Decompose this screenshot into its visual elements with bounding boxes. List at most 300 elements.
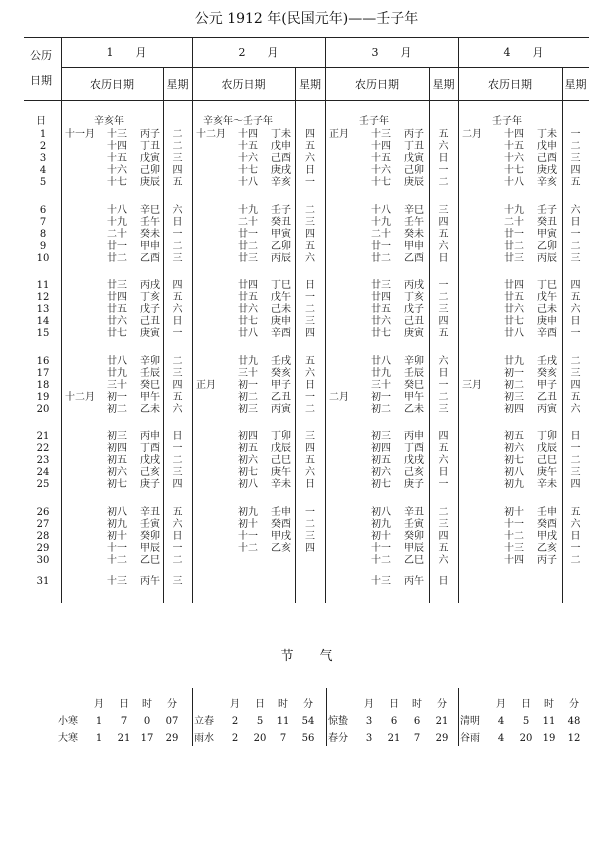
lunar-month-label: 十二月 bbox=[196, 129, 226, 140]
weekday: 六 bbox=[570, 518, 581, 530]
solar-terms-col-header: 日 bbox=[119, 699, 129, 710]
weekday: 五 bbox=[570, 391, 581, 403]
weekday: 一 bbox=[172, 542, 183, 554]
solar-term-value: 11 bbox=[276, 716, 290, 727]
day-number: 25 bbox=[36, 479, 50, 490]
solar-term-value: 20 bbox=[253, 733, 267, 744]
weekday: 五 bbox=[305, 355, 315, 367]
solar-term-value: 1 bbox=[95, 716, 103, 727]
ganzhi: 戊寅 bbox=[404, 153, 424, 164]
day-number: 19 bbox=[36, 391, 50, 403]
lunar-day: 初六 bbox=[371, 467, 391, 478]
weekday: 六 bbox=[570, 204, 581, 216]
weekday: 六 bbox=[438, 355, 449, 367]
ganzhi: 己丑 bbox=[140, 316, 160, 327]
lunar-day: 廿二 bbox=[238, 240, 258, 252]
weekday: 五 bbox=[438, 328, 449, 339]
weekday: 日 bbox=[305, 165, 315, 176]
ganzhi: 庚辰 bbox=[404, 177, 424, 188]
ganzhi: 庚子 bbox=[404, 479, 424, 490]
ganzhi: 壬申 bbox=[537, 506, 557, 518]
day-number: 4 bbox=[39, 165, 47, 176]
lunar-day: 初四 bbox=[504, 403, 524, 415]
weekday: 一 bbox=[172, 228, 183, 240]
day-number: 30 bbox=[36, 554, 50, 566]
solar-term-name: 惊蛰 bbox=[328, 716, 348, 727]
weekday: 六 bbox=[172, 403, 183, 415]
weekday: 四 bbox=[438, 316, 449, 327]
weekday: 二 bbox=[570, 554, 581, 566]
ganzhi: 癸丑 bbox=[537, 216, 557, 228]
ganzhi: 己丑 bbox=[404, 316, 424, 327]
xingqi-header: 星期 bbox=[432, 78, 455, 91]
solar-terms-col-header: 时 bbox=[278, 699, 288, 710]
solar-terms-divider bbox=[458, 688, 459, 746]
ganzhi: 甲戌 bbox=[271, 530, 291, 542]
lunar-day: 十八 bbox=[504, 177, 524, 188]
lunar-day: 廿五 bbox=[371, 304, 391, 315]
lunar-month-label: 十一月 bbox=[65, 129, 95, 140]
ganzhi: 辛巳 bbox=[140, 204, 160, 216]
lunar-day: 廿二 bbox=[371, 252, 391, 264]
ganzhi: 乙未 bbox=[140, 403, 160, 415]
ganzhi: 甲辰 bbox=[404, 542, 424, 554]
solar-term-value: 7 bbox=[413, 733, 421, 744]
lunar-day: 十七 bbox=[238, 165, 258, 176]
solar-term-value: 29 bbox=[165, 733, 179, 744]
weekday: 日 bbox=[305, 379, 315, 391]
lunar-day: 十五 bbox=[371, 153, 391, 164]
page-title: 公元 1912 年(民国元年)——壬子年 bbox=[194, 11, 419, 27]
weekday: 三 bbox=[305, 316, 315, 327]
weekday: 二 bbox=[438, 391, 449, 403]
ganzhi: 辛亥 bbox=[271, 177, 291, 188]
weekday: 四 bbox=[570, 165, 581, 176]
solar-terms-divider bbox=[192, 688, 193, 746]
ganzhi: 庚午 bbox=[537, 467, 557, 478]
ganzhi: 丁巳 bbox=[537, 280, 557, 291]
ganzhi: 丁卯 bbox=[537, 431, 557, 442]
ganzhi: 癸巳 bbox=[140, 379, 160, 391]
lunar-day: 廿一 bbox=[371, 240, 391, 252]
day-number: 11 bbox=[36, 280, 50, 291]
weekday: 一 bbox=[305, 292, 315, 303]
ganzhi: 庚子 bbox=[140, 479, 160, 490]
lunar-day: 十二 bbox=[238, 542, 258, 554]
solar-term-value: 2 bbox=[231, 716, 239, 727]
ganzhi: 庚寅 bbox=[140, 328, 160, 339]
lunar-day: 十六 bbox=[504, 153, 524, 164]
solar-term-value: 20 bbox=[519, 733, 533, 744]
lunar-day: 初五 bbox=[238, 443, 258, 454]
lunar-day: 十四 bbox=[504, 129, 524, 140]
lunar-day: 初十 bbox=[371, 530, 391, 542]
lunar-day: 十二 bbox=[107, 554, 127, 566]
weekday: 四 bbox=[570, 379, 581, 391]
lunar-day: 廿九 bbox=[504, 355, 524, 367]
weekday: 日 bbox=[438, 252, 449, 264]
ganzhi: 丁亥 bbox=[404, 292, 424, 303]
solar-term-value: 12 bbox=[567, 733, 581, 744]
ganzhi: 丙子 bbox=[404, 129, 424, 140]
lunar-day: 初四 bbox=[238, 431, 258, 442]
weekday: 日 bbox=[305, 280, 315, 291]
lunar-day: 初八 bbox=[504, 467, 524, 478]
ganzhi: 戊午 bbox=[537, 292, 557, 303]
ganzhi: 乙亥 bbox=[537, 542, 557, 554]
weekday: 四 bbox=[438, 431, 449, 442]
weekday: 六 bbox=[570, 403, 581, 415]
solar-terms-col-header: 分 bbox=[437, 699, 447, 710]
ganzhi: 戊寅 bbox=[140, 153, 160, 164]
lunar-day: 初十 bbox=[504, 506, 524, 518]
lunar-day: 廿六 bbox=[107, 316, 127, 327]
day-number: 14 bbox=[36, 316, 50, 327]
month-header: 1 月 bbox=[106, 46, 147, 59]
ganzhi: 丁酉 bbox=[140, 443, 160, 454]
weekday: 二 bbox=[570, 141, 581, 152]
lunar-day: 三十 bbox=[238, 367, 258, 379]
solar-terms-col-header: 时 bbox=[142, 699, 152, 710]
weekday: 四 bbox=[172, 379, 183, 391]
ganzhi: 己巳 bbox=[271, 455, 291, 466]
solar-terms-col-header: 时 bbox=[412, 699, 422, 710]
ganzhi: 癸酉 bbox=[271, 518, 291, 530]
weekday: 日 bbox=[438, 467, 449, 478]
ganzhi: 丙辰 bbox=[271, 252, 291, 264]
weekday: 一 bbox=[172, 443, 183, 454]
weekday: 六 bbox=[570, 304, 581, 315]
lunar-day: 廿一 bbox=[504, 228, 524, 240]
weekday: 六 bbox=[305, 252, 315, 264]
lunar-day: 十四 bbox=[504, 554, 524, 566]
lunar-day: 廿二 bbox=[504, 240, 524, 252]
month-header: 2 月 bbox=[238, 46, 279, 59]
ganzhi: 己亥 bbox=[404, 467, 424, 478]
ganzhi: 戊申 bbox=[537, 141, 557, 152]
lunar-day: 十四 bbox=[107, 141, 127, 152]
lunar-day: 十八 bbox=[238, 177, 258, 188]
lunar-day: 十三 bbox=[371, 576, 391, 587]
solar-term-name: 春分 bbox=[328, 733, 348, 744]
weekday: 六 bbox=[438, 554, 449, 566]
lunar-day: 十四 bbox=[371, 141, 391, 152]
ganzhi: 己卯 bbox=[140, 165, 160, 176]
weekday: 四 bbox=[305, 542, 315, 554]
ganzhi: 庚戌 bbox=[537, 165, 557, 176]
lunar-month-label: 十二月 bbox=[65, 391, 95, 403]
solar-term-value: 5 bbox=[256, 716, 264, 727]
month-header: 3 月 bbox=[371, 46, 412, 59]
lunar-day: 十九 bbox=[107, 216, 127, 228]
weekday: 一 bbox=[570, 542, 581, 554]
solar-term-name: 大寒 bbox=[58, 733, 78, 744]
weekday: 日 bbox=[570, 530, 581, 542]
solar-terms-col-header: 月 bbox=[364, 699, 374, 710]
nongli-header: 农历日期 bbox=[221, 78, 266, 91]
weekday: 一 bbox=[438, 479, 449, 490]
lunar-day: 初一 bbox=[238, 379, 258, 391]
ganzhi: 己未 bbox=[271, 304, 291, 315]
ganzhi: 丁未 bbox=[537, 129, 557, 140]
ganzhi: 乙丑 bbox=[271, 391, 291, 403]
ganzhi: 己酉 bbox=[537, 153, 557, 164]
lunar-day: 十一 bbox=[504, 518, 524, 530]
lunar-day: 初五 bbox=[107, 455, 127, 466]
weekday: 一 bbox=[438, 280, 449, 291]
lunar-day: 十七 bbox=[371, 177, 391, 188]
lunar-day: 廿五 bbox=[238, 292, 258, 303]
lunar-day: 二十 bbox=[504, 216, 524, 228]
weekday: 四 bbox=[305, 328, 315, 339]
lunar-day: 廿六 bbox=[238, 304, 258, 315]
ganzhi: 壬辰 bbox=[140, 367, 160, 379]
lunar-day: 初三 bbox=[371, 431, 391, 442]
ganzhi: 壬申 bbox=[271, 506, 291, 518]
lunar-day: 初二 bbox=[504, 379, 524, 391]
weekday: 日 bbox=[172, 431, 183, 442]
day-number: 1 bbox=[39, 129, 47, 140]
weekday: 四 bbox=[570, 479, 581, 490]
ganzhi: 戊申 bbox=[271, 141, 291, 152]
solar-terms-col-header: 分 bbox=[569, 699, 579, 710]
solar-terms-title: 节 气 bbox=[280, 649, 333, 664]
lunar-day: 十九 bbox=[504, 204, 524, 216]
ganzhi: 癸卯 bbox=[140, 530, 160, 542]
ganzhi: 壬午 bbox=[404, 216, 424, 228]
year-label: 辛亥年 bbox=[94, 116, 124, 127]
weekday: 五 bbox=[438, 443, 449, 454]
weekday: 日 bbox=[172, 530, 183, 542]
lunar-month-label: 二月 bbox=[329, 391, 349, 403]
weekday: 四 bbox=[305, 228, 315, 240]
nongli-header: 农历日期 bbox=[488, 78, 532, 91]
weekday: 一 bbox=[570, 443, 581, 454]
ganzhi: 己巳 bbox=[537, 455, 557, 466]
weekday: 五 bbox=[570, 292, 581, 303]
weekday: 三 bbox=[172, 576, 183, 587]
lunar-day: 廿四 bbox=[107, 292, 127, 303]
lunar-day: 初五 bbox=[371, 455, 391, 466]
ganzhi: 丙寅 bbox=[537, 403, 557, 415]
solar-term-name: 立春 bbox=[194, 716, 214, 727]
weekday: 五 bbox=[305, 240, 315, 252]
ganzhi: 丙戌 bbox=[404, 280, 424, 291]
day-number: 12 bbox=[36, 292, 50, 303]
day-number: 23 bbox=[36, 455, 50, 466]
weekday: 五 bbox=[438, 228, 449, 240]
lunar-day: 十二 bbox=[504, 530, 524, 542]
ganzhi: 丁巳 bbox=[271, 280, 291, 291]
solar-term-value: 21 bbox=[117, 733, 131, 744]
weekday: 三 bbox=[172, 467, 183, 478]
lunar-day: 初六 bbox=[238, 455, 258, 466]
day-number: 2 bbox=[39, 141, 47, 152]
weekday: 四 bbox=[172, 165, 183, 176]
lunar-day: 初四 bbox=[107, 443, 127, 454]
ganzhi: 甲戌 bbox=[537, 530, 557, 542]
ganzhi: 癸未 bbox=[404, 228, 424, 240]
day-number: 13 bbox=[36, 304, 50, 315]
ganzhi: 丙子 bbox=[537, 554, 557, 566]
ganzhi: 戊午 bbox=[271, 292, 291, 303]
weekday: 二 bbox=[570, 240, 581, 252]
lunar-day: 初八 bbox=[371, 506, 391, 518]
ganzhi: 丙戌 bbox=[140, 280, 160, 291]
solar-terms-col-header: 月 bbox=[94, 699, 104, 710]
weekday: 二 bbox=[438, 177, 449, 188]
day-number: 6 bbox=[39, 204, 47, 216]
lunar-day: 三十 bbox=[107, 379, 127, 391]
weekday: 二 bbox=[172, 129, 183, 140]
day-number: 15 bbox=[36, 328, 50, 339]
weekday: 六 bbox=[172, 204, 183, 216]
solar-terms-col-header: 分 bbox=[303, 699, 313, 710]
lunar-day: 廿七 bbox=[371, 328, 391, 339]
weekday: 三 bbox=[570, 367, 581, 379]
ganzhi: 辛卯 bbox=[404, 355, 424, 367]
weekday: 三 bbox=[438, 204, 449, 216]
lunar-day: 初五 bbox=[504, 431, 524, 442]
solar-term-value: 17 bbox=[140, 733, 154, 744]
ganzhi: 甲午 bbox=[140, 391, 160, 403]
solar-terms-col-header: 日 bbox=[255, 699, 265, 710]
lunar-month-label: 二月 bbox=[462, 129, 482, 140]
ganzhi: 甲寅 bbox=[537, 228, 557, 240]
solar-term-value: 21 bbox=[435, 716, 449, 727]
weekday: 一 bbox=[438, 165, 449, 176]
year-label: 壬子年 bbox=[359, 116, 389, 127]
ganzhi: 丁丑 bbox=[140, 141, 160, 152]
weekday: 四 bbox=[570, 280, 581, 291]
lunar-month-label: 三月 bbox=[462, 379, 482, 391]
ganzhi: 辛卯 bbox=[140, 355, 160, 367]
lunar-day: 廿九 bbox=[107, 367, 127, 379]
ganzhi: 乙丑 bbox=[537, 391, 557, 403]
ganzhi: 辛亥 bbox=[537, 177, 557, 188]
ganzhi: 丁卯 bbox=[271, 431, 291, 442]
weekday: 日 bbox=[570, 216, 581, 228]
xingqi-header: 星期 bbox=[299, 78, 321, 91]
ganzhi: 己亥 bbox=[140, 467, 160, 478]
weekday: 三 bbox=[305, 216, 315, 228]
weekday: 三 bbox=[438, 518, 449, 530]
day-number: 20 bbox=[36, 403, 50, 415]
lunar-day: 初三 bbox=[504, 391, 524, 403]
ganzhi: 甲申 bbox=[140, 240, 160, 252]
day-number: 24 bbox=[36, 467, 50, 478]
lunar-day: 廿三 bbox=[504, 252, 524, 264]
ganzhi: 庚申 bbox=[537, 316, 557, 327]
solar-term-value: 2 bbox=[231, 733, 239, 744]
ganzhi: 庚申 bbox=[271, 316, 291, 327]
header-gongli: 公历 bbox=[30, 49, 52, 62]
lunar-day: 初一 bbox=[504, 367, 524, 379]
lunar-day: 廿六 bbox=[371, 316, 391, 327]
weekday: 五 bbox=[172, 292, 183, 303]
weekday: 三 bbox=[172, 367, 183, 379]
day-number: 10 bbox=[36, 252, 50, 264]
lunar-day: 十四 bbox=[238, 129, 258, 140]
lunar-day: 十八 bbox=[107, 204, 127, 216]
lunar-day: 初九 bbox=[107, 518, 127, 530]
lunar-day: 廿九 bbox=[371, 367, 391, 379]
lunar-day: 初九 bbox=[238, 506, 258, 518]
year-label: 辛亥年～壬子年 bbox=[203, 116, 273, 127]
solar-term-value: 5 bbox=[522, 716, 530, 727]
ganzhi: 辛未 bbox=[537, 479, 557, 490]
weekday: 六 bbox=[438, 455, 449, 466]
weekday: 一 bbox=[172, 328, 183, 339]
ganzhi: 壬寅 bbox=[140, 518, 160, 530]
weekday: 四 bbox=[305, 443, 315, 454]
weekday: 二 bbox=[438, 506, 449, 518]
solar-terms-col-header: 日 bbox=[521, 699, 531, 710]
solar-terms-col-header: 分 bbox=[167, 699, 177, 710]
weekday: 六 bbox=[172, 518, 183, 530]
ganzhi: 甲午 bbox=[404, 391, 424, 403]
xingqi-header: 星期 bbox=[166, 78, 189, 91]
weekday: 三 bbox=[305, 431, 315, 442]
lunar-day: 初六 bbox=[504, 443, 524, 454]
solar-term-name: 小寒 bbox=[58, 716, 78, 727]
weekday: 三 bbox=[570, 252, 581, 264]
lunar-day: 十三 bbox=[504, 542, 524, 554]
ganzhi: 甲子 bbox=[271, 379, 291, 391]
solar-terms-col-header: 月 bbox=[496, 699, 506, 710]
lunar-day: 初七 bbox=[238, 467, 258, 478]
weekday: 四 bbox=[438, 216, 449, 228]
lunar-day: 初八 bbox=[107, 506, 127, 518]
lunar-day: 廿三 bbox=[238, 252, 258, 264]
ganzhi: 乙酉 bbox=[140, 252, 160, 264]
ganzhi: 壬戌 bbox=[271, 355, 291, 367]
lunar-day: 廿八 bbox=[238, 328, 258, 339]
ganzhi: 癸丑 bbox=[271, 216, 291, 228]
lunar-day: 廿一 bbox=[238, 228, 258, 240]
solar-term-value: 3 bbox=[365, 733, 373, 744]
ganzhi: 辛丑 bbox=[140, 506, 160, 518]
xingqi-header: 星期 bbox=[564, 78, 587, 91]
day-number: 22 bbox=[36, 443, 50, 454]
weekday: 五 bbox=[438, 129, 449, 140]
day-number: 3 bbox=[39, 153, 47, 164]
ganzhi: 甲寅 bbox=[271, 228, 291, 240]
weekday: 三 bbox=[305, 530, 315, 542]
lunar-day: 十九 bbox=[371, 216, 391, 228]
lunar-day: 廿八 bbox=[504, 328, 524, 339]
ganzhi: 癸卯 bbox=[404, 530, 424, 542]
ganzhi: 辛巳 bbox=[404, 204, 424, 216]
lunar-day: 廿七 bbox=[238, 316, 258, 327]
day-number: 28 bbox=[36, 530, 50, 542]
day-number: 29 bbox=[36, 542, 50, 554]
weekday: 四 bbox=[305, 129, 315, 140]
weekday: 日 bbox=[570, 316, 581, 327]
ganzhi: 甲子 bbox=[537, 379, 557, 391]
ganzhi: 丁酉 bbox=[404, 443, 424, 454]
ganzhi: 戊子 bbox=[404, 304, 424, 315]
lunar-day: 初七 bbox=[107, 479, 127, 490]
solar-term-value: 4 bbox=[497, 716, 505, 727]
day-number: 27 bbox=[36, 518, 50, 530]
ganzhi: 乙巳 bbox=[140, 554, 160, 566]
ganzhi: 丁亥 bbox=[140, 292, 160, 303]
ganzhi: 壬寅 bbox=[404, 518, 424, 530]
weekday: 四 bbox=[172, 280, 183, 291]
solar-term-value: 4 bbox=[497, 733, 505, 744]
solar-term-value: 1 bbox=[95, 733, 103, 744]
